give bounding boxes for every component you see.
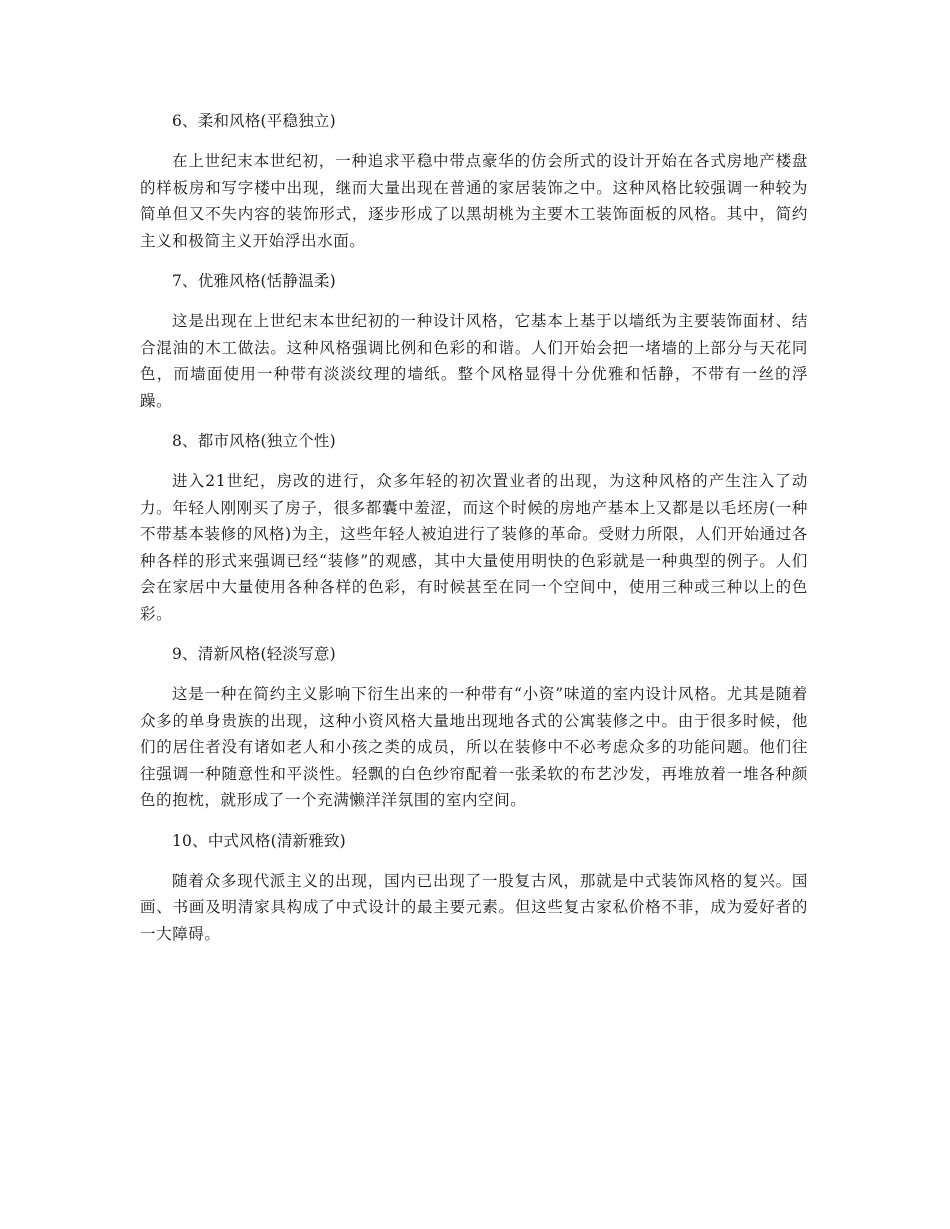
section-heading-10: 10、中式风格(清新雅致) xyxy=(172,831,346,850)
section-heading-8: 8、都市风格(独立个性) xyxy=(172,432,336,450)
section-body-6: 在上世纪末本世纪初，一种追求平稳中带点豪华的仿会所式的设计开始在各式房地产楼盘的样板房和写字楼中出现，继而大量出现在普通的家居装饰之中。这种风格比较强调一种较为简单但又不失内容的装饰形式，逐步形成了以黑胡桃为主要木工装饰面板的风格。其中，简约主义和极简主义开始浮出水面。 xyxy=(140,152,808,250)
document-page xyxy=(140,108,808,961)
section-body-10: 随着众多现代派主义的出现，国内已出现了一股复古风，那就是中式装饰风格的复兴。国画、书画及明清家具构成了中式设计的最主要元素。但这些复古家私价格不菲，成为爱好者的一大障碍。 xyxy=(140,871,808,943)
section-heading-6: 6、柔和风格(平稳独立) xyxy=(172,112,336,130)
section-heading-9: 9、清新风格(轻淡写意) xyxy=(172,645,336,663)
section-heading-7: 7、优雅风格(恬静温柔) xyxy=(172,272,336,290)
section-body-7: 这是出现在上世纪末本世纪初的一种设计风格，它基本上基于以墙纸为主要装饰面材、结合混油的木工做法。这种风格强调比例和色彩的和谐。人们开始会把一堵墙的上部分与天花同色，而墙面使用一种带有淡淡纹理的墙纸。整个风格显得十分优雅和恬静，不带有一丝的浮躁。 xyxy=(140,312,808,410)
section-body-8: 进入21世纪，房改的进行，众多年轻的初次置业者的出现，为这种风格的产生注入了动力。年轻人刚刚买了房子，很多都囊中羞涩，而这个时候的房地产基本上又都是以毛坯房(一种不带基本装修的风格)为主，这些年轻人被迫进行了装修的革命。受财力所限，人们开始通过各种各样的形式来强调已经“装修”的观感，其中大量使用明快的色彩就是一种典型的例子。人们会在家居中大量使用各种各样的色彩，有时候甚至在同一个空间中，使用三种或三种以上的色彩。 xyxy=(140,472,808,623)
section-body-9: 这是一种在简约主义影响下衍生出来的一种带有“小资”味道的室内设计风格。尤其是随着众多的单身贵族的出现，这种小资风格大量地出现地各式的公寓装修之中。由于很多时候，他们的居住者没有诸如老人和小孩之类的成员，所以在装修中不必考虑众多的功能问题。他们往往强调一种随意性和平淡性。轻飘的白色纱帘配着一张柔软的布艺沙发，再堆放着一堆各种颜色的抱枕，就形成了一个充满懒洋洋氛围的室内空间。 xyxy=(140,685,808,809)
